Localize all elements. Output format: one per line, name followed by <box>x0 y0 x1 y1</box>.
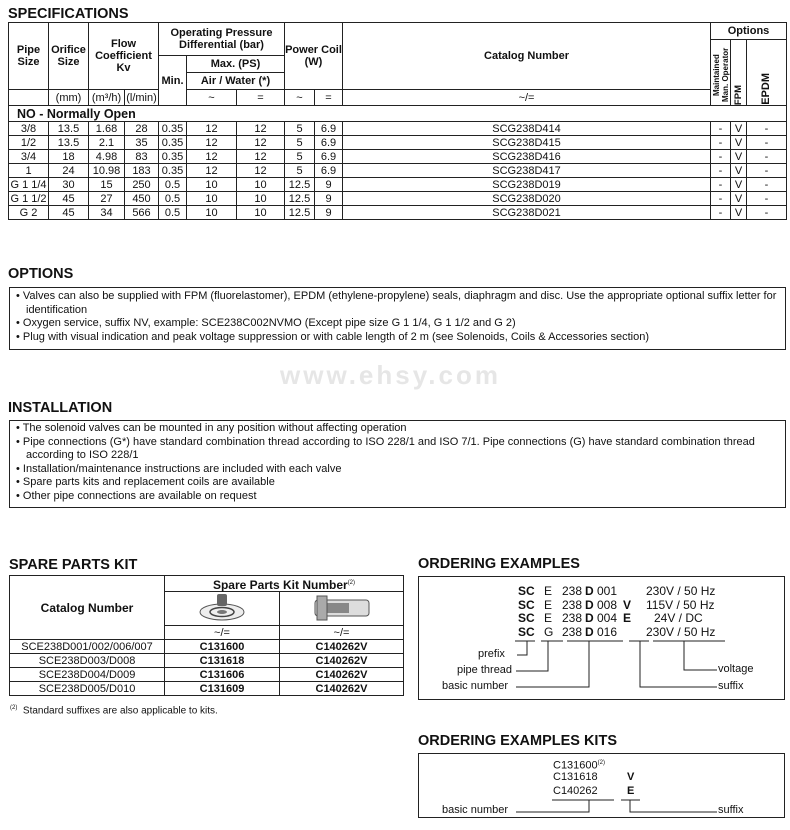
spec-cell: 12.5 <box>285 192 315 206</box>
spec-cell: 6.9 <box>315 150 343 164</box>
spare-cell: SCE238D003/D008 <box>10 654 165 668</box>
spec-cell: 12 <box>237 164 285 178</box>
spare-catalog-header: Catalog Number <box>10 576 165 640</box>
ordering-part: 238 <box>562 584 583 598</box>
spec-cell: 5 <box>285 164 315 178</box>
header-pressure: Operating Pressure Differential (bar) <box>159 23 285 56</box>
spec-cell: 250 <box>125 178 159 192</box>
spec-cell: 9 <box>315 178 343 192</box>
spare-kit-header: Spare Parts Kit Number <box>212 577 348 592</box>
spec-cell: V <box>731 192 747 206</box>
ordering-part: G <box>544 624 554 639</box>
kit-basic-number: C131600 <box>553 759 598 772</box>
ordering-part: SC <box>518 597 535 612</box>
installation-item: • Installation/maintenance instructions are included with each valve <box>16 462 342 475</box>
spec-cell: 566 <box>125 206 159 220</box>
spec-cell: 1/2 <box>9 136 49 150</box>
spec-cell: 1 <box>9 164 49 178</box>
ordering-kits-title: ORDERING EXAMPLES KITS <box>418 733 617 749</box>
ordering-part: V <box>623 597 632 612</box>
kit-basic: C131618 <box>553 771 598 783</box>
spec-cell: 13.5 <box>49 136 89 150</box>
spec-cell: SCG238D020 <box>343 192 711 206</box>
ordering-part: 24V / DC <box>654 611 703 625</box>
spec-cell: 12 <box>187 150 237 164</box>
spec-cell: 5 <box>285 122 315 136</box>
spec-cell: 13.5 <box>49 122 89 136</box>
spec-cell: 12.5 <box>285 178 315 192</box>
ordering-part: 230V / 50 Hz <box>646 584 716 598</box>
options-item: • Valves can also be supplied with FPM (fluorelastomer), EPDM (ethylene-propylene) seals, diaphragm and disc. Use the appropriate optional suffix letter for identification <box>16 290 777 316</box>
spec-cell: SCG238D416 <box>343 150 711 164</box>
ordering-part: SC <box>518 624 535 639</box>
installation-item: • Pipe connections (G*) have standard combination thread according to ISO 228/1 and ISO 7/1. Pipe connections (G) have standard combination thread according to ISO 228/1 <box>16 435 755 461</box>
spec-cell: 12 <box>187 122 237 136</box>
spec-cell: SCG238D019 <box>343 178 711 192</box>
spec-cell: 10 <box>187 192 237 206</box>
ordering-part: D <box>585 584 594 598</box>
spec-cell: 15 <box>89 178 125 192</box>
spec-cell: - <box>747 178 787 192</box>
spec-cell: 18 <box>49 150 89 164</box>
spec-cell: 35 <box>125 136 159 150</box>
unit: ~/= <box>343 90 711 106</box>
kits-label-basic-number: basic number <box>442 804 509 816</box>
spec-cell: - <box>711 150 731 164</box>
label-prefix: prefix <box>478 648 505 660</box>
ordering-part: 230V / 50 Hz <box>646 624 716 639</box>
spec-cell: 450 <box>125 192 159 206</box>
label-pipe-thread: pipe thread <box>457 664 513 676</box>
spare-unit: ~/= <box>280 626 404 640</box>
header-options: Options <box>711 23 787 40</box>
spec-cell: 27 <box>89 192 125 206</box>
ordering-part: E <box>544 597 553 612</box>
spec-cell: - <box>711 136 731 150</box>
spec-cell: 0.5 <box>159 178 187 192</box>
installation-box <box>9 420 786 508</box>
spare-cell: C131606 <box>165 668 280 682</box>
footnote-text: Standard suffixes are also applicable to kits. <box>22 705 218 717</box>
header-orifice-size: Orifice Size <box>49 23 89 90</box>
spec-row <box>9 122 787 136</box>
specifications-table <box>8 22 787 220</box>
spec-cell: V <box>731 122 747 136</box>
ordering-part: D <box>585 624 594 639</box>
kit-note-ref: (2) <box>597 760 605 766</box>
kit-suffix: E <box>627 785 635 797</box>
spec-cell: 10 <box>237 192 285 206</box>
label-basic-number: basic number <box>442 680 509 692</box>
spec-cell: - <box>747 150 787 164</box>
spec-cell: V <box>731 206 747 220</box>
ordering-part: SC <box>518 611 535 625</box>
spec-row <box>9 150 787 164</box>
spec-cell: - <box>711 164 731 178</box>
spec-cell: SCG238D021 <box>343 206 711 220</box>
spare-cell: SCE238D001/002/006/007 <box>10 640 165 654</box>
ordering-part: SC <box>518 584 535 598</box>
spec-cell: SCG238D417 <box>343 164 711 178</box>
spare-cell: C131609 <box>165 682 280 696</box>
spec-cell: 4.98 <box>89 150 125 164</box>
spec-cell: 6.9 <box>315 164 343 178</box>
ordering-part: 238 <box>562 597 583 612</box>
header-air-water: Air / Water (*) <box>187 73 285 90</box>
header-opt-fpm: FPM <box>733 84 745 105</box>
spec-cell: 3/8 <box>9 122 49 136</box>
spec-cell: - <box>711 206 731 220</box>
ordering-part: 008 <box>597 597 618 612</box>
kit-basic: C140262 <box>553 785 598 797</box>
label-voltage: voltage <box>718 663 754 675</box>
spec-cell: SCG238D415 <box>343 136 711 150</box>
spec-cell: 0.35 <box>159 136 187 150</box>
options-box <box>9 287 786 350</box>
spare-row <box>10 640 404 654</box>
ordering-part: 016 <box>597 624 618 639</box>
spare-cell: C131600 <box>165 640 280 654</box>
spec-cell: 3/4 <box>9 150 49 164</box>
spec-cell: 6.9 <box>315 136 343 150</box>
spec-cell: V <box>731 164 747 178</box>
spare-row <box>10 654 404 668</box>
spec-cell: - <box>711 192 731 206</box>
spec-cell: - <box>747 164 787 178</box>
spec-cell: 12 <box>237 136 285 150</box>
header-catalog: Catalog Number <box>343 23 711 90</box>
unit: ~ <box>187 90 237 106</box>
header-flow: Flow Coefficient Kv <box>89 23 159 90</box>
spec-cell: 0.35 <box>159 122 187 136</box>
options-item: • Plug with visual indication and peak voltage suppression or with cable length of 2 m (see Solenoids, Coils & Accessories section) <box>16 330 650 343</box>
unit: = <box>237 90 285 106</box>
spare-parts-table <box>9 575 404 696</box>
spare-footnote <box>10 705 218 716</box>
spare-cell: C140262V <box>280 640 404 654</box>
spec-cell: 10.98 <box>89 164 125 178</box>
unit: (l/min) <box>126 91 157 104</box>
header-min: Min. <box>159 56 187 106</box>
spec-row <box>9 164 787 178</box>
spec-cell: 183 <box>125 164 159 178</box>
ordering-part: 238 <box>562 611 583 625</box>
label-suffix: suffix <box>718 680 744 692</box>
ordering-part: E <box>544 584 553 598</box>
spec-cell: - <box>711 122 731 136</box>
spare-row <box>10 668 404 682</box>
spare-cell: C140262V <box>280 668 404 682</box>
spec-cell: 2.1 <box>89 136 125 150</box>
spec-cell: 10 <box>187 206 237 220</box>
header-pipe-size: Pipe Size <box>9 23 49 90</box>
installation-item: • Other pipe connections are available on request <box>16 489 257 502</box>
spec-cell: V <box>731 178 747 192</box>
spec-cell: 10 <box>237 178 285 192</box>
spec-cell: 9 <box>315 192 343 206</box>
footnote-ref: (2) <box>10 705 18 711</box>
installation-item: • Spare parts kits and replacement coils are available <box>16 476 275 488</box>
spec-row <box>9 136 787 150</box>
spec-cell: SCG238D414 <box>343 122 711 136</box>
spare-unit: ~/= <box>165 626 280 640</box>
spec-cell: - <box>747 206 787 220</box>
spare-row <box>10 682 404 696</box>
spec-cell: 6.9 <box>315 122 343 136</box>
spec-cell: 5 <box>285 150 315 164</box>
spare-cell: SCE238D005/D010 <box>10 682 165 696</box>
spec-row <box>9 178 787 192</box>
spec-cell: 45 <box>49 206 89 220</box>
ordering-part: 004 <box>597 611 618 625</box>
spec-cell: 0.35 <box>159 164 187 178</box>
spec-cell: - <box>747 122 787 136</box>
spare-cell: C131618 <box>165 654 280 668</box>
spec-cell: 30 <box>49 178 89 192</box>
spec-cell: 1.68 <box>89 122 125 136</box>
spec-cell: 34 <box>89 206 125 220</box>
spec-cell: 5 <box>285 136 315 150</box>
ordering-part: E <box>623 611 632 625</box>
watermark: www.ehsy.com <box>280 360 501 390</box>
spare-parts-title: SPARE PARTS KIT <box>9 557 138 573</box>
unit: (mm) <box>49 90 89 106</box>
group-label: NO - Normally Open <box>9 106 787 122</box>
spec-cell: 12 <box>237 122 285 136</box>
spec-cell: 12 <box>187 136 237 150</box>
ordering-part: 001 <box>597 584 618 598</box>
spec-cell: 0.35 <box>159 150 187 164</box>
spec-cell: V <box>731 136 747 150</box>
spec-cell: - <box>747 136 787 150</box>
spec-row <box>9 206 787 220</box>
installation-item: • The solenoid valves can be mounted in any position without affecting operation <box>16 422 407 434</box>
spec-cell: 12 <box>237 150 285 164</box>
specifications-title: SPECIFICATIONS <box>8 6 129 22</box>
ordering-part: 115V / 50 Hz <box>646 597 715 612</box>
ordering-part: D <box>585 597 594 612</box>
unit: ~ <box>285 90 315 106</box>
plunger-kit-image <box>280 592 404 626</box>
ordering-part: E <box>544 611 553 625</box>
diaphragm-kit-image <box>165 592 280 626</box>
spec-cell: G 1 1/2 <box>10 192 47 205</box>
header-opt-manual: Maintained Man. Operator <box>711 47 730 103</box>
spec-cell: G 2 <box>9 206 49 220</box>
unit: (m³/h) <box>89 90 125 106</box>
header-max: Max. (PS) <box>187 56 285 73</box>
spec-cell: G 1 1/4 <box>10 178 47 191</box>
ordering-kits-box <box>418 753 785 818</box>
spare-cell: SCE238D004/D009 <box>10 668 165 682</box>
spec-cell: 24 <box>49 164 89 178</box>
spec-cell: 9 <box>315 206 343 220</box>
installation-title: INSTALLATION <box>8 400 113 416</box>
kit-suffix: V <box>627 771 635 783</box>
spec-cell: 83 <box>125 150 159 164</box>
options-title: OPTIONS <box>8 266 74 282</box>
ordering-box <box>418 576 785 700</box>
spec-cell: - <box>747 192 787 206</box>
spec-cell: 12 <box>187 164 237 178</box>
ordering-title: ORDERING EXAMPLES <box>418 556 580 572</box>
spec-cell: - <box>711 178 731 192</box>
spare-cell: C140262V <box>280 682 404 696</box>
kit-note-ref: (2) <box>347 579 356 586</box>
ordering-part: D <box>585 611 594 625</box>
header-power-coil: Power Coil (W) <box>285 23 343 90</box>
spec-cell: V <box>731 150 747 164</box>
kits-label-suffix: suffix <box>718 804 744 816</box>
spec-cell: 45 <box>49 192 89 206</box>
header-opt-epdm: EPDM <box>760 73 773 105</box>
spec-cell: 28 <box>125 122 159 136</box>
options-item: • Oxygen service, suffix NV, example: SCE238C002NVMO (Except pipe size G 1 1/4, G 1 1/2 and G 2) <box>16 317 516 329</box>
spec-cell: 0.5 <box>159 206 187 220</box>
spare-cell: C140262V <box>280 654 404 668</box>
unit: = <box>315 90 343 106</box>
spec-cell: 0.5 <box>159 192 187 206</box>
ordering-part: 238 <box>562 624 583 639</box>
spec-cell: 12.5 <box>285 206 315 220</box>
spec-cell: 10 <box>237 206 285 220</box>
spec-row <box>9 192 787 206</box>
spec-cell: 10 <box>187 178 237 192</box>
